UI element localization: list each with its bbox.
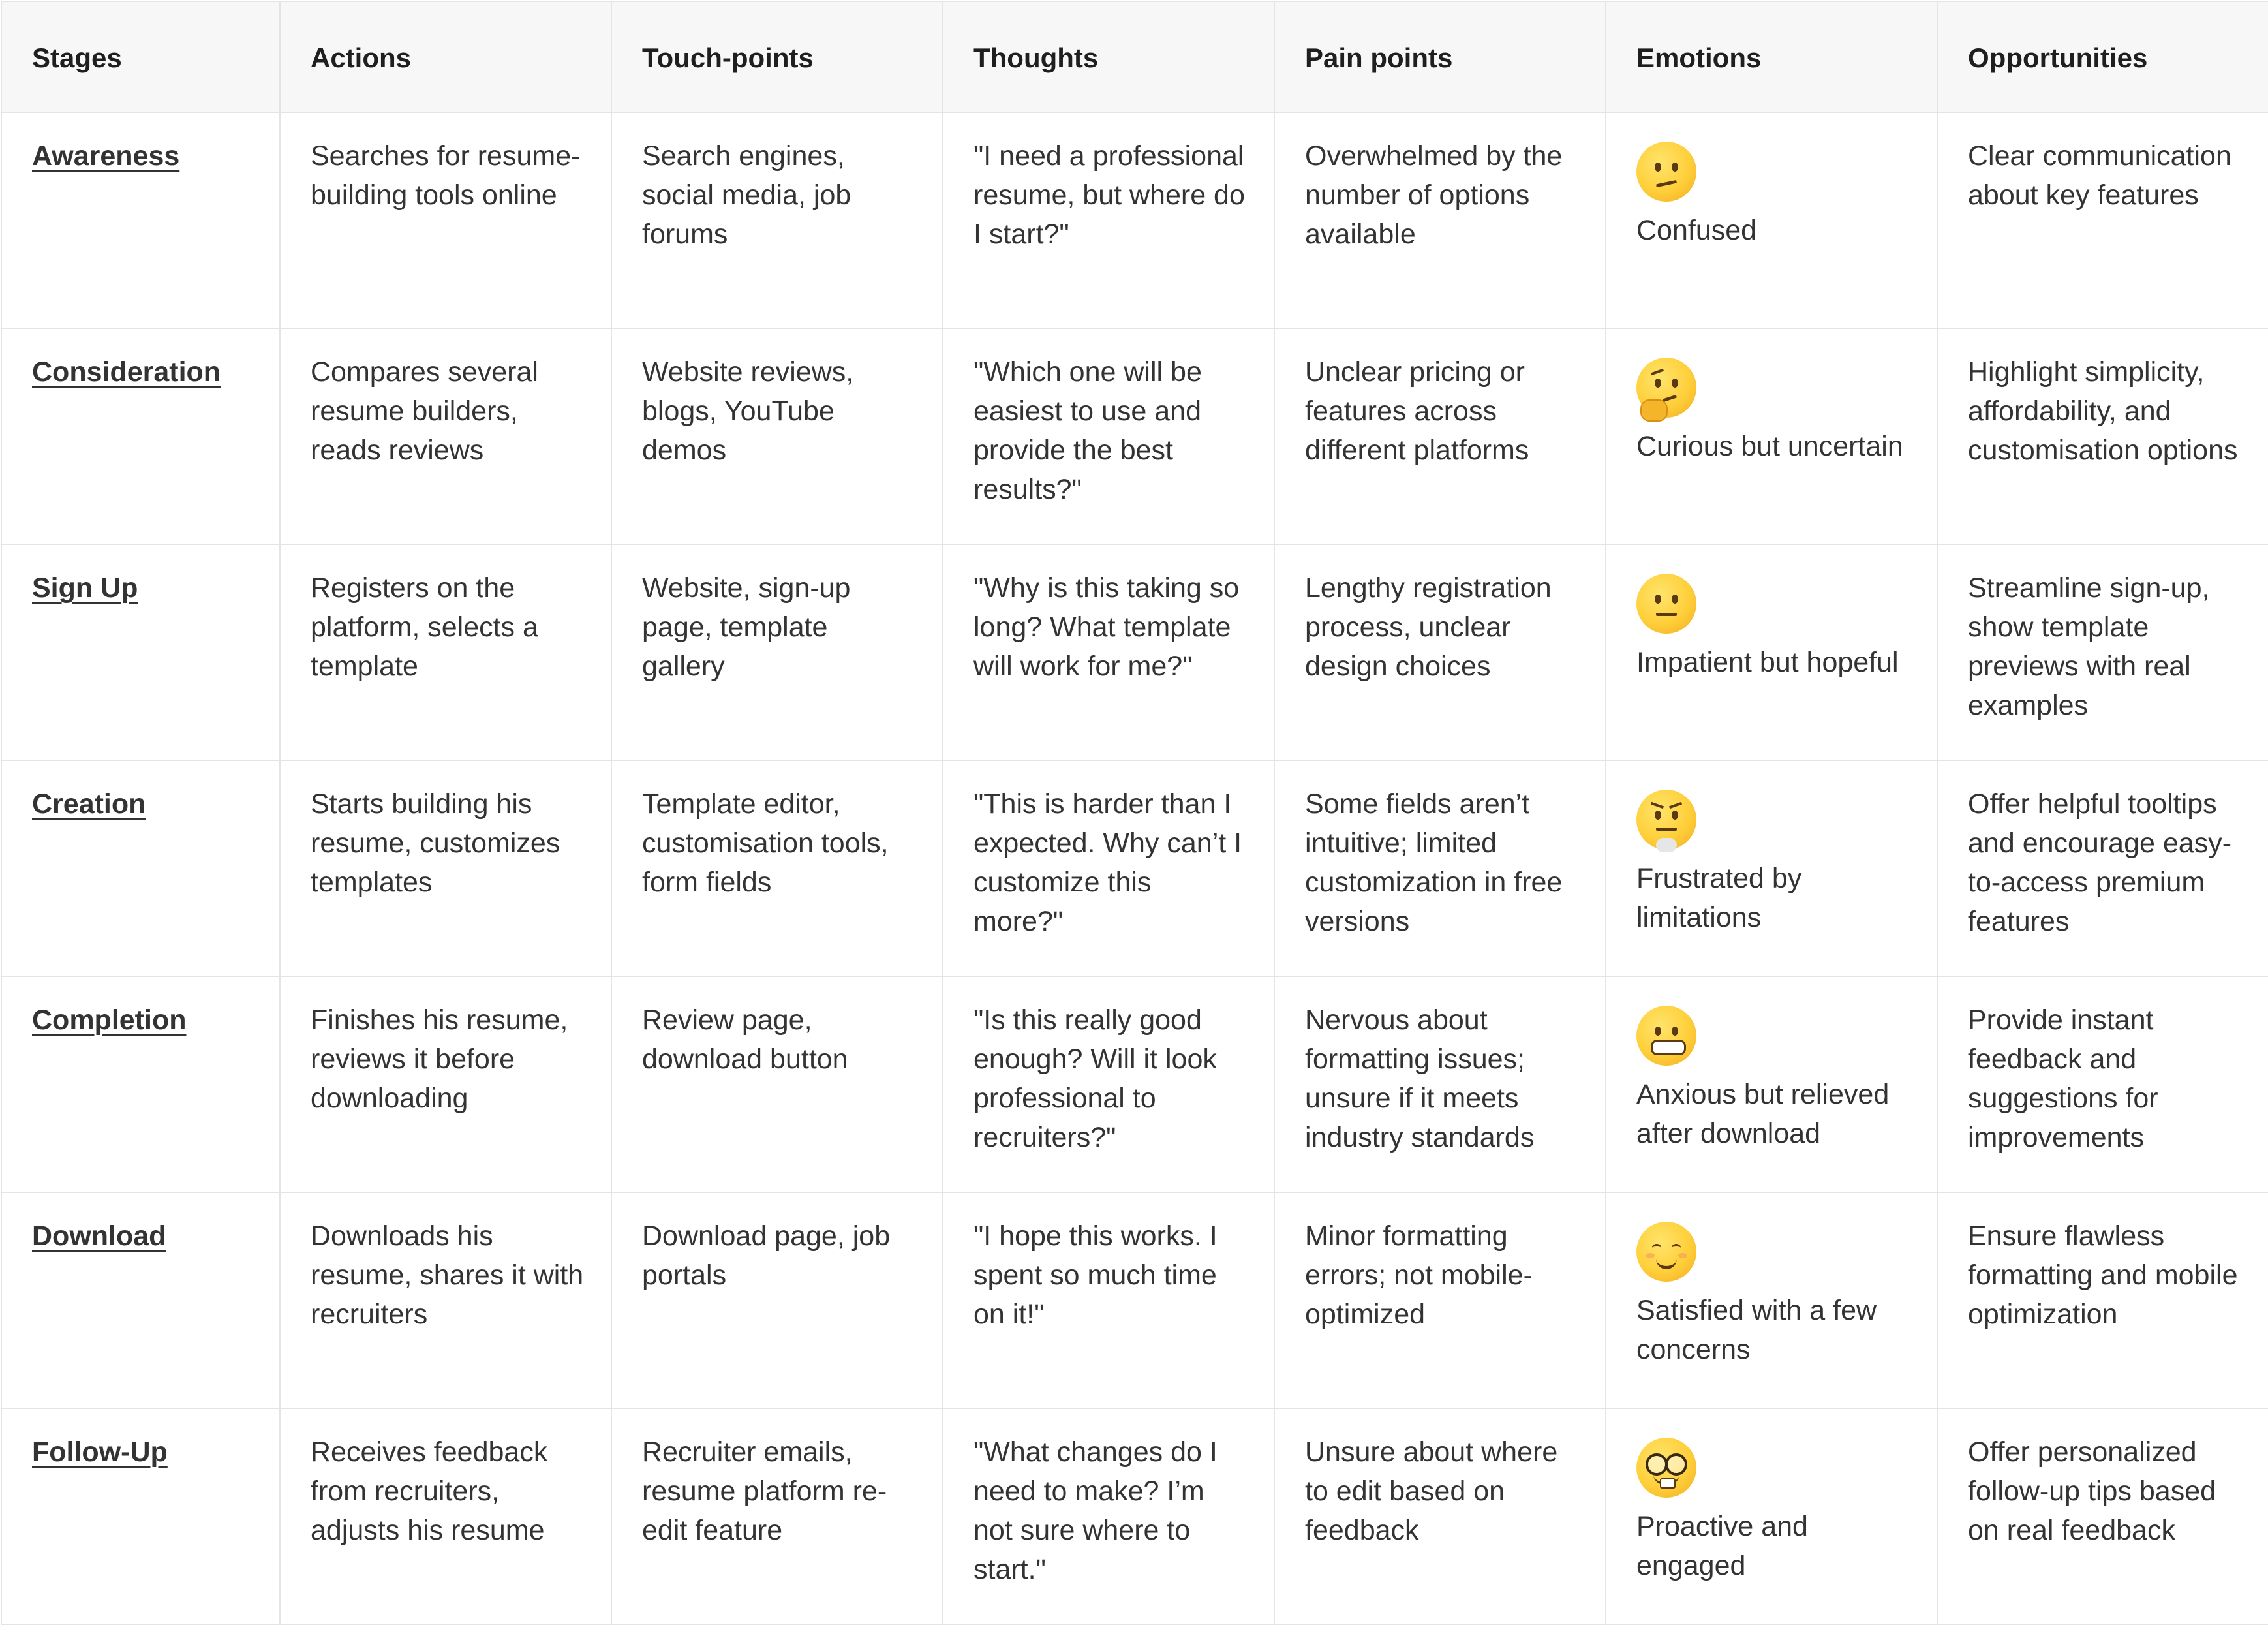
header-pain-points: Pain points <box>1274 1 1606 112</box>
pain-cell: Some fields aren’t intuitive; limited customization in free versions <box>1274 760 1606 976</box>
action-cell: Starts building his resume, customizes templates <box>280 760 611 976</box>
journey-map-table <box>1 1 2268 1625</box>
emotion-label: Satisfied with a few concerns <box>1636 1295 1877 1365</box>
stage-cell <box>1 1192 280 1408</box>
emotion-label: Confused <box>1636 215 1757 246</box>
thought-cell: "Why is this taking so long? What template will work for me?" <box>943 544 1274 760</box>
touchpoints-cell: Template editor, customisation tools, form fields <box>611 760 943 976</box>
action-cell: Searches for resume-building tools online <box>280 112 611 328</box>
stage-link-creation[interactable]: Creation <box>32 788 146 820</box>
neutral-face-icon <box>1636 574 1696 634</box>
stage-cell <box>1 976 280 1192</box>
stage-link-completion[interactable]: Completion <box>32 1004 187 1036</box>
stage-link-consideration[interactable]: Consideration <box>32 356 221 388</box>
action-cell: Receives feedback from recruiters, adjusts his resume <box>280 1408 611 1624</box>
emotion-cell <box>1606 760 1937 976</box>
stage-cell <box>1 112 280 328</box>
touchpoints-cell: Recruiter emails, resume platform re-edit feature <box>611 1408 943 1624</box>
opportunity-cell: Provide instant feedback and suggestions for improvements <box>1937 976 2268 1192</box>
header-row <box>1 1 2268 112</box>
header-emotions: Emotions <box>1606 1 1937 112</box>
touchpoints-cell: Review page, download button <box>611 976 943 1192</box>
opportunity-cell: Offer helpful tooltips and encourage easy-to-access premium features <box>1937 760 2268 976</box>
emotion-cell <box>1606 544 1937 760</box>
emotion-cell <box>1606 328 1937 544</box>
stage-cell <box>1 328 280 544</box>
emotion-label: Anxious but relieved after download <box>1636 1079 1890 1149</box>
opportunity-cell: Offer personalized follow-up tips based on real feedback <box>1937 1408 2268 1624</box>
header-stages: Stages <box>1 1 280 112</box>
opportunity-cell: Ensure flawless formatting and mobile optimization <box>1937 1192 2268 1408</box>
touchpoints-cell: Website, sign-up page, template gallery <box>611 544 943 760</box>
nerd-face-icon <box>1636 1438 1696 1498</box>
confused-face-icon <box>1636 142 1696 202</box>
emotion-cell <box>1606 112 1937 328</box>
action-cell: Compares several resume builders, reads reviews <box>280 328 611 544</box>
thought-cell: "What changes do I need to make? I’m not sure where to start." <box>943 1408 1274 1624</box>
table-row <box>1 112 2268 328</box>
table-row <box>1 976 2268 1192</box>
pain-cell: Unclear pricing or features across different platforms <box>1274 328 1606 544</box>
header-opportunities: Opportunities <box>1937 1 2268 112</box>
thinking-face-icon <box>1636 358 1696 418</box>
thought-cell: "This is harder than I expected. Why can’t I customize this more?" <box>943 760 1274 976</box>
thought-cell: "Which one will be easiest to use and provide the best results?" <box>943 328 1274 544</box>
emotion-label: Frustrated by limitations <box>1636 863 1802 933</box>
opportunity-cell: Highlight simplicity, affordability, and customisation options <box>1937 328 2268 544</box>
emotion-label: Curious but uncertain <box>1636 431 1903 462</box>
emotion-cell <box>1606 976 1937 1192</box>
thought-cell: "Is this really good enough? Will it look professional to recruiters?" <box>943 976 1274 1192</box>
thought-cell: "I need a professional resume, but where do I start?" <box>943 112 1274 328</box>
table-row <box>1 760 2268 976</box>
stage-cell <box>1 1408 280 1624</box>
emotion-cell <box>1606 1192 1937 1408</box>
header-touchpoints: Touch-points <box>611 1 943 112</box>
table-row <box>1 1192 2268 1408</box>
opportunity-cell: Streamline sign-up, show template previews with real examples <box>1937 544 2268 760</box>
steam-from-nose-face-icon <box>1636 790 1696 850</box>
pain-cell: Minor formatting errors; not mobile-optimized <box>1274 1192 1606 1408</box>
touchpoints-cell: Search engines, social media, job forums <box>611 112 943 328</box>
table-row <box>1 328 2268 544</box>
smiling-face-icon <box>1636 1222 1696 1282</box>
stage-cell <box>1 544 280 760</box>
stage-link-sign-up[interactable]: Sign Up <box>32 572 138 604</box>
stage-link-awareness[interactable]: Awareness <box>32 140 180 172</box>
stage-cell <box>1 760 280 976</box>
pain-cell: Nervous about formatting issues; unsure if it meets industry standards <box>1274 976 1606 1192</box>
pain-cell: Unsure about where to edit based on feedback <box>1274 1408 1606 1624</box>
header-actions: Actions <box>280 1 611 112</box>
grimacing-face-icon <box>1636 1006 1696 1066</box>
emotion-label: Proactive and engaged <box>1636 1511 1808 1581</box>
header-thoughts: Thoughts <box>943 1 1274 112</box>
action-cell: Registers on the platform, selects a template <box>280 544 611 760</box>
touchpoints-cell: Website reviews, blogs, YouTube demos <box>611 328 943 544</box>
action-cell: Downloads his resume, shares it with recruiters <box>280 1192 611 1408</box>
pain-cell: Overwhelmed by the number of options available <box>1274 112 1606 328</box>
opportunity-cell: Clear communication about key features <box>1937 112 2268 328</box>
stage-link-download[interactable]: Download <box>32 1220 166 1252</box>
stage-link-follow-up[interactable]: Follow-Up <box>32 1436 168 1468</box>
pain-cell: Lengthy registration process, unclear design choices <box>1274 544 1606 760</box>
table-row <box>1 1408 2268 1624</box>
action-cell: Finishes his resume, reviews it before downloading <box>280 976 611 1192</box>
table-row <box>1 544 2268 760</box>
touchpoints-cell: Download page, job portals <box>611 1192 943 1408</box>
thought-cell: "I hope this works. I spent so much time on it!" <box>943 1192 1274 1408</box>
emotion-label: Impatient but hopeful <box>1636 647 1899 678</box>
emotion-cell <box>1606 1408 1937 1624</box>
